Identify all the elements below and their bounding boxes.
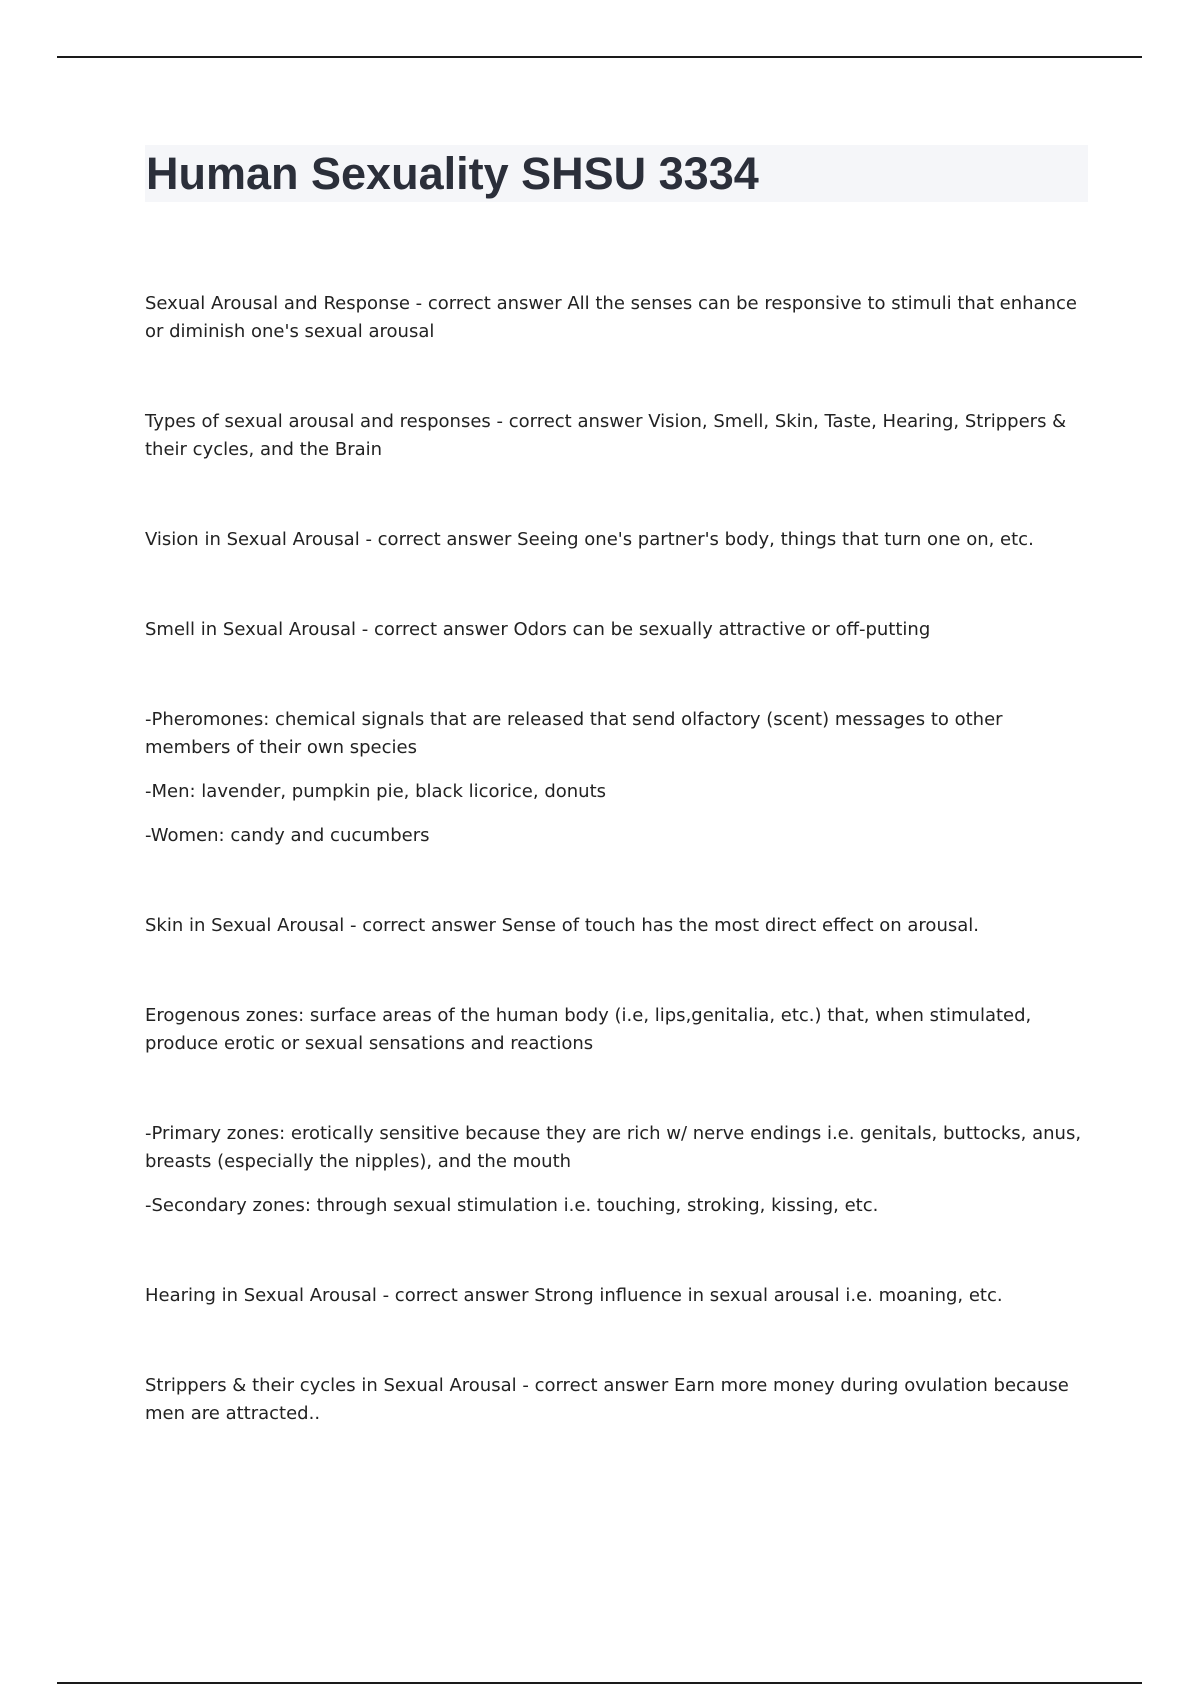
bottom-divider — [57, 1682, 1142, 1684]
paragraph-skin: Skin in Sexual Arousal - correct answer Sense of touch has the most direct effect on arousal. — [145, 915, 979, 936]
paragraph-erogenous-zones: Erogenous zones: surface areas of the human body (i.e, lips,genitalia, etc.) that, when stimulated, produce erotic or sexual sensations and reactions — [145, 1005, 1032, 1054]
paragraph-hearing: Hearing in Sexual Arousal - correct answer Strong influence in sexual arousal i.e. moaning, etc. — [145, 1285, 1003, 1306]
paragraph-vision: Vision in Sexual Arousal - correct answer Seeing one's partner's body, things that turn one on, etc. — [145, 529, 1034, 550]
paragraph-primary-zones: -Primary zones: erotically sensitive because they are rich w/ nerve endings i.e. genitals, buttocks, anus, breasts (especially the nipples), and the mouth — [145, 1123, 1082, 1172]
paragraph-secondary-zones: -Secondary zones: through sexual stimulation i.e. touching, stroking, kissing, etc. — [145, 1195, 879, 1216]
document-title: Human Sexuality SHSU 3334 — [146, 148, 759, 199]
paragraph-smell: Smell in Sexual Arousal - correct answer Odors can be sexually attractive or off-putting — [145, 619, 931, 640]
document-body — [145, 290, 1090, 1428]
top-divider — [57, 56, 1142, 58]
paragraph-sexual-arousal-response: Sexual Arousal and Response - correct answer All the senses can be responsive to stimuli that enhance or diminish one's sexual arousal — [145, 293, 1077, 342]
paragraph-men-scents: -Men: lavender, pumpkin pie, black licorice, donuts — [145, 781, 607, 802]
paragraph-women-scents: -Women: candy and cucumbers — [145, 825, 430, 846]
paragraph-types-of-arousal: Types of sexual arousal and responses - correct answer Vision, Smell, Skin, Taste, Hearing, Strippers & their cycles, and the Brain — [145, 411, 1067, 460]
paragraph-strippers-cycles: Strippers & their cycles in Sexual Arousal - correct answer Earn more money during ovulation because men are attracted.. — [145, 1375, 1069, 1424]
paragraph-pheromones: -Pheromones: chemical signals that are released that send olfactory (scent) messages to other members of their own species — [145, 709, 1003, 758]
